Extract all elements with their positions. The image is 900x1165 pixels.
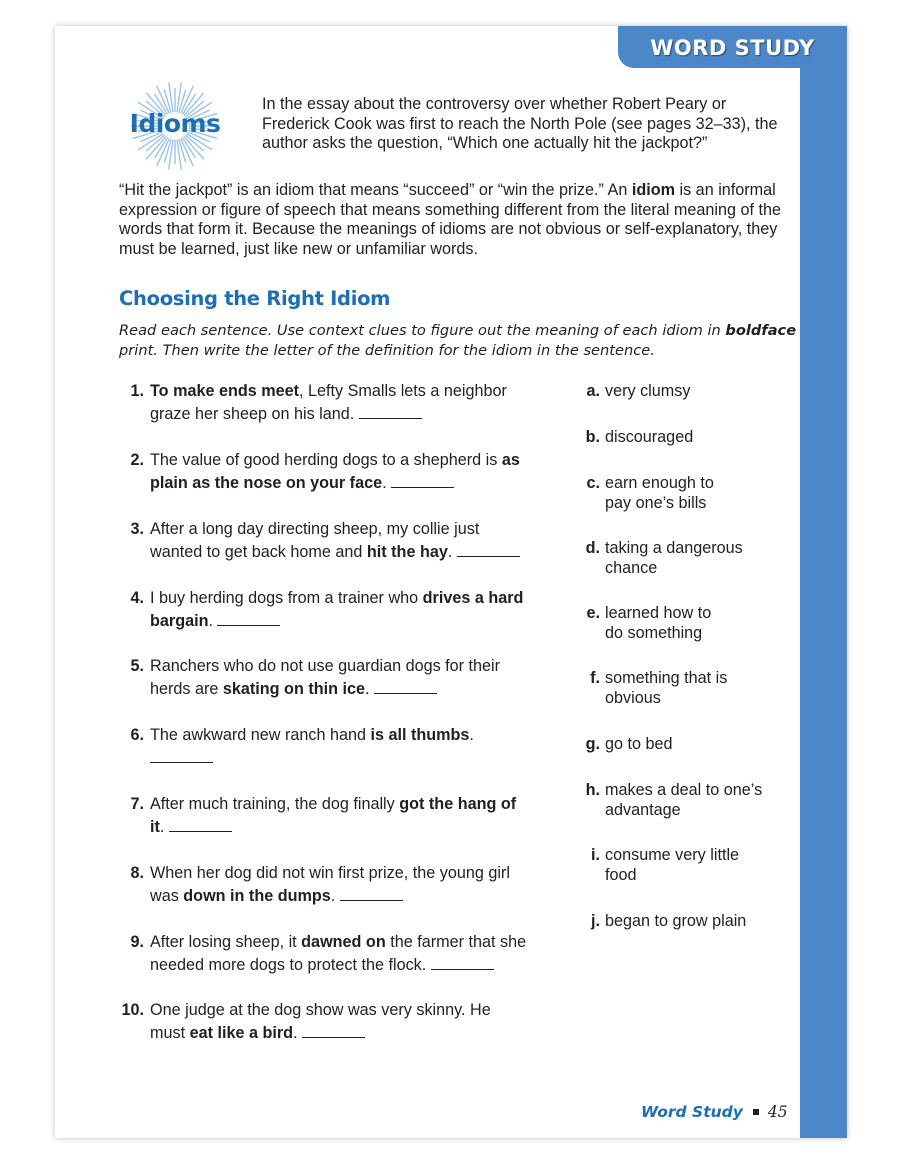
- question-number: 10.: [121, 1001, 144, 1019]
- answer-blank[interactable]: [457, 542, 520, 557]
- definition-part2: is an informal expression or figure of speech that means something different from the literal meaning of the words that form it. Because the meanings of idioms are not obvious or self-explanatory, they must be learned, just like new or unfamiliar words.: [119, 181, 781, 258]
- question-number: 1.: [130, 382, 144, 400]
- question-number: 3.: [130, 520, 144, 538]
- definition-letter: i.: [591, 846, 600, 864]
- definition-text: go to bed: [605, 735, 673, 753]
- question-text: The awkward new ranch hand is all thumbs.: [150, 724, 495, 770]
- answer-blank[interactable]: [391, 473, 454, 488]
- word-study-tab: WORD STUDY: [618, 26, 847, 68]
- definition-letter: b.: [585, 428, 600, 446]
- definition-letter: f.: [590, 669, 600, 687]
- question-text: One judge at the dog show was very skinny. He must eat like a bird.: [150, 1001, 491, 1042]
- definition-paragraph: [119, 181, 789, 259]
- question-item: [110, 587, 530, 633]
- definition-item: [574, 539, 784, 578]
- definition-item: [574, 735, 784, 755]
- question-text: After losing sheep, it dawned on the farmer that she needed more dogs to protect the flock.: [150, 933, 527, 974]
- question-number: 5.: [130, 657, 144, 675]
- question-item: [110, 862, 530, 908]
- question-number: 7.: [130, 795, 144, 813]
- question-text: I buy herding dogs from a trainer who drives a hard bargain.: [150, 589, 524, 630]
- definition-part1: “Hit the jackpot” is an idiom that means “succeed” or “win the prize.” An: [119, 181, 632, 199]
- idioms-badge-label: Idioms: [129, 109, 221, 138]
- question-number: 6.: [130, 726, 144, 744]
- definition-text: makes a deal to one’s advantage: [605, 781, 763, 819]
- question-number: 8.: [130, 864, 144, 882]
- definition-item: [574, 669, 784, 708]
- definition-term: idiom: [631, 181, 675, 199]
- intro-paragraph: In the essay about the controversy over whether Robert Peary or Frederick Cook was first to reach the North Pole (see pages 32–33), the author asks the question, “Which one actually hit the jackpot?”: [262, 95, 778, 152]
- answer-blank[interactable]: [431, 955, 494, 970]
- definition-item: [574, 382, 784, 402]
- definition-letter: j.: [591, 912, 600, 930]
- definition-letter: c.: [586, 474, 600, 492]
- question-item: [110, 518, 530, 564]
- directions: [119, 321, 799, 361]
- definition-text: something that is obvious: [605, 669, 728, 707]
- question-item: [110, 380, 530, 426]
- question-text: After much training, the dog finally got the hang of it.: [150, 795, 517, 836]
- definition-item: [574, 604, 784, 643]
- footer-square-icon: [753, 1109, 759, 1115]
- idioms-badge: [120, 78, 230, 174]
- definition-text: earn enough to pay one’s bills: [605, 474, 714, 512]
- answer-blank[interactable]: [340, 886, 403, 901]
- question-number: 9.: [130, 933, 144, 951]
- section-title: Choosing the Right Idiom: [119, 287, 391, 310]
- directions-part2: print. Then write the letter of the definition for the idiom in the sentence.: [119, 342, 655, 359]
- definition-text: very clumsy: [605, 382, 691, 400]
- definition-text: taking a dangerous chance: [605, 539, 743, 577]
- definition-letter: g.: [585, 735, 600, 753]
- question-text: After a long day directing sheep, my collie just wanted to get back home and hit the hay.: [150, 518, 530, 564]
- definition-text: consume very little food: [605, 846, 740, 884]
- definition-item: [574, 912, 784, 932]
- definition-letter: h.: [585, 781, 600, 799]
- directions-part1: Read each sentence. Use context clues to figure out the meaning of each idiom in: [119, 322, 726, 339]
- question-item: [110, 724, 530, 770]
- definition-letter: a.: [586, 382, 600, 400]
- definition-item: [574, 428, 784, 448]
- question-item: [110, 931, 530, 977]
- definition-letter: e.: [586, 604, 600, 622]
- definition-text: began to grow plain: [605, 912, 747, 930]
- question-number: 2.: [130, 451, 144, 469]
- answer-blank[interactable]: [150, 748, 213, 763]
- question-text: When her dog did not win first prize, the young girl was down in the dumps.: [150, 864, 510, 905]
- question-item: [110, 449, 530, 495]
- definition-item: [574, 474, 784, 513]
- question-item: [110, 655, 530, 701]
- definition-text: learned how to do something: [605, 604, 712, 642]
- page-number: 45: [767, 1103, 788, 1121]
- question-text: The value of good herding dogs to a shepherd is as plain as the nose on your face.: [150, 451, 520, 492]
- directions-bold: boldface: [725, 322, 797, 339]
- question-item: [110, 793, 530, 839]
- answer-blank[interactable]: [217, 611, 280, 626]
- definition-letter: d.: [585, 539, 600, 557]
- footer-label: Word Study: [641, 1103, 743, 1121]
- side-color-bar: [800, 26, 847, 1138]
- answer-blank[interactable]: [374, 679, 437, 694]
- question-number: 4.: [130, 589, 144, 607]
- definition-text: discouraged: [605, 428, 694, 446]
- page-footer: [641, 1103, 788, 1122]
- answer-blank[interactable]: [359, 404, 422, 419]
- answer-blank[interactable]: [302, 1023, 365, 1038]
- definition-item: [574, 846, 784, 885]
- question-item: [110, 999, 530, 1045]
- answer-blank[interactable]: [169, 817, 232, 832]
- question-text: Ranchers who do not use guardian dogs for their herds are skating on thin ice.: [150, 657, 501, 698]
- question-text: To make ends meet, Lefty Smalls lets a neighbor graze her sheep on his land.: [150, 382, 507, 423]
- definition-item: [574, 781, 784, 820]
